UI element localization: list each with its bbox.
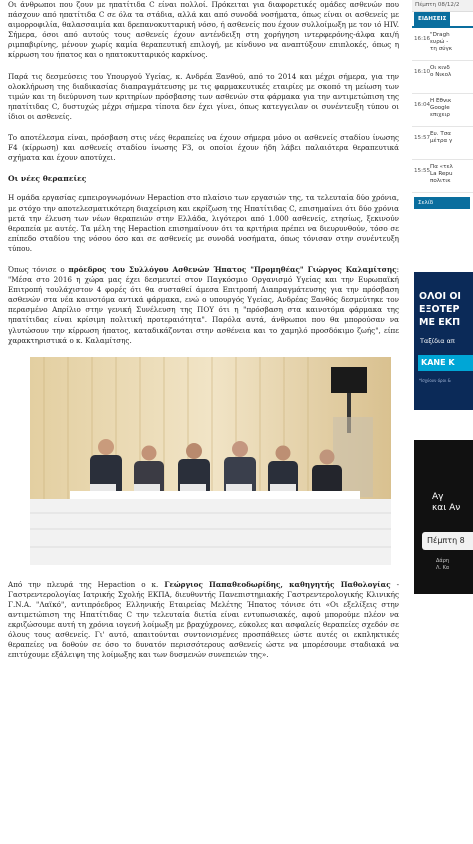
speaker-name: πρόεδρος του Συλλόγου Ασθενών Ήπατος "Προμηθέας" Γιώργος Καλαμίτσης: [68, 264, 397, 274]
news-headline[interactable]: [428, 127, 473, 159]
tab-news[interactable]: ΕΙΔΗΣΕΙΣ: [414, 12, 450, 26]
ad-line: και Αν: [432, 503, 461, 513]
paragraph-minister: Παρά τις δεσμεύσεις του Υπουργού Υγείας, κ. Ανδρέα Ξανθού, από το 2014 και μέχρι σήμερα, για την ολοκλήρωση της διαδικασίας διαπραγμάτευσης με τις φαρμακευτικές εταιρίες με σκοπό τη μείωση των τιμών και τη διεύρυνση των κριτηρίων πρόσβασης των ασθενών στα φάρμακα για την αντιμετώπιση της ηπατίτιδας C, δυστυχώς μέχρι σήμερα τίποτα δεν έχει γίνει, όπως κατεγγειλαν οι συνέντευξη τύπου οι ίδιοι οι ασθενείς.: [8, 71, 399, 121]
lead-text: Από την πλευρά της Hepaction ο κ.: [8, 579, 165, 589]
sidebar-tabs: [412, 12, 473, 28]
section-heading: Οι νέες θεραπείες: [8, 174, 87, 184]
headline-line: τη σύγκ: [430, 46, 453, 52]
ad-subtitle: Ταξίδια απ: [420, 337, 455, 345]
ad-venue: [414, 550, 473, 572]
news-time: 16:16: [414, 36, 431, 42]
lead-text: Όπως τόνισε ο: [8, 264, 69, 274]
travel-ad-banner[interactable]: [414, 272, 473, 410]
ad-line: Αγ: [432, 492, 444, 502]
headline-line: Πα «τελ: [430, 164, 453, 170]
news-item[interactable]: [412, 94, 473, 127]
sidebar-date: Πέμπτη 08/12/2: [412, 0, 473, 12]
ad-line: Λ. Κα: [436, 565, 450, 571]
news-time: 16:04: [414, 102, 431, 108]
paragraph-kalamitsis: [8, 265, 399, 346]
headline-line: Οι κινδ: [430, 65, 450, 71]
headline-line: La Repu: [430, 171, 453, 177]
headline-line: Ευ. Τσα: [430, 131, 451, 137]
ad-line: Δάρη: [436, 558, 450, 564]
event-ad-banner[interactable]: [414, 440, 473, 594]
headline-line: ο Νικολ: [430, 72, 452, 78]
headline-line: "Dragh: [430, 32, 450, 38]
ad-line: ΕΞΟΤΕΡ: [419, 304, 460, 315]
news-item[interactable]: [412, 127, 473, 160]
news-headline[interactable]: [428, 28, 473, 60]
paragraph-papatheodoridis: [8, 580, 399, 661]
ad-headline: [414, 272, 473, 329]
news-time: 16:10: [414, 69, 431, 75]
quote-text: - Γαστρεντερολογίας Ιατρικής Σχολής ΕΚΠΑ, διευθυντής Πανεπιστημιακής Γαστρεντερολογικής Κλινικής Γ.Ν.Α. "Λαϊκό", αντιπρόεδρος Ελληνικής Εταιρείας Μελέτης Ήπατος τόνισε ότι «Οι εξελίξεις στην αντιμετώπιση της Ηπατίτιδας C την τελευταία διετία είναι εντυπωσιακές, αφού μπορούμε πλέον να εκριζώσουμε αυτή τη χρόνια ιογενή λοίμωξη με βραχύχρονες, εύκολες και ασφαλείς θεραπείες σχεδόν σε όλους τους ασθενείς. Γι' αυτό, απαιτούνται συντονισμένες προσπάθειες ώστε αυτές οι εκπληκτικές θεραπείες να δοθούν σε όσο το δυνατόν περισσότερους ασθενείς ώστε να μπορέσουμε σταδιακά να επιτύχουμε εξάλειψη της λοίμωξης και των δυσμενών συνεπειών της».: [8, 579, 400, 660]
news-item[interactable]: [412, 160, 473, 193]
headline-line: επιχειρ: [430, 112, 450, 118]
ad-cta-button[interactable]: ΚΑΝΕ Κ: [418, 355, 473, 371]
news-headline[interactable]: [428, 61, 473, 93]
ad-headline: [414, 440, 473, 514]
paragraph-hepaction: Η ομάδα εργασίας εμπειρογνωμόνων Hepaction στο πλαίσιο των εργασιών της, τα τελευταία δύο χρόνια, με στόχο την αποτελεσματικότερη διαχείριση και εκρίζωση της Ηπατίτιδας C, επισημαίνει ότι δύο χρόνια μετά την έλευση των νέων θεραπειών στην Ελλάδα, λιγότεροι από 1.000 ασθενείς, ετησίως, ξεκινούν θεραπεία με αυτές. Τα μέλη της Hepaction επισημαίνουν ότι τα κριτήρια πρέπει να διευρυνθούν, τόσο σε επίπεδο σταδίου της νόσου όσο και σε ασθενείς με συνοδά νοσήματα, όπως τόνισαν στην συνέντευξη τύπου.: [8, 193, 399, 253]
news-time: 15:55: [414, 168, 431, 174]
headline-line: πολιτικ: [430, 178, 451, 184]
ad-disclaimer: *Ισχύουν όροι &: [419, 378, 451, 383]
headline-line: Η Εθνικ: [430, 98, 452, 104]
ad-line: ΜΕ ΕΚΠ: [419, 317, 461, 328]
headline-line: ευρώ -: [430, 39, 449, 45]
quote-text: : "Μέσα στο 2016 η χώρα μας έχει δεσμευτεί στον Παγκόσμιο Οργανισμό Υγείας και την Ευρωπαϊκή Επιτροπή τουλάχιστον 4 φορές ότι θα συσταθεί άμεσα Επιτροπή Διαπραγμάτευσης για την πρόσβαση ασθενών στα νέα καινοτόμα αντικά φάρμακα, ενώ ο υπουργός Υγείας, Ανδρέας Ξανθός δεσμεύτηκε τον περασμένο Απρίλιο στην γενική Συνέλευση της ΠΟΥ ότι η "πρόσβαση στα καινοτόμα φάρμακα της ηπατίτιδας είναι κρίσιμη πολιτική προτεραιότητα". Παρόλα αυτά, άνθρωποι που θα μπορούσαν να γλυτώσουν την κίρρωση ήπατος, καταδικάζονται στην ασθένεια και το χαμηλό προσδόκιμο ζωής", είπε χαρακτηριστικά ο κ. Καλαμίτσης.: [8, 264, 399, 345]
more-news-button[interactable]: Σελίδ: [414, 197, 470, 209]
headline-line: μέτρα γ: [430, 138, 453, 144]
headline-line: Google: [430, 105, 450, 111]
ad-date-pill: Πέμπτη 8: [422, 532, 473, 550]
sidebar: [412, 0, 473, 844]
photo-illustration: [30, 357, 391, 565]
paragraph-result: Το αποτέλεσμα είναι, πρόσβαση στις νέες θεραπείες να έχουν σήμερα μόνο οι ασθενείς σταδίου ίνωσης F4 (κίρρωση) και ασθενείς σταδίου ίνωσης F3, οι οποίοι έχουν ήδη λάβει παλαιότερα θεραπευτικά σχήματα και έχουν αποτύχει.: [8, 133, 399, 163]
news-headline[interactable]: [428, 160, 473, 192]
news-item[interactable]: [412, 28, 473, 61]
press-conference-photo: [30, 357, 391, 565]
news-headline[interactable]: [428, 94, 473, 126]
paragraph-intro: Οι άνθρωποι που ζουν με ηπατίτιδα C είναι πολλοί. Πρόκειται για διαφορετικές ομάδες ασθενών που πάσχουν από ηπατίτιδα C σε όλα τα στάδια, αλλά και από συνοδά νοσήματα, όπως είναι οι ασθενείς με αιμορροφιλία, θαλασσαιμία και δρεπανοκυτταρική νόσο, ή ασθενείς που έχουν συλλοίμωξη με τον ιό HIV. Σήμερα, όσοι από αυτούς τους ασθενείς έχουν αντένδειξη στη χορήγηση ιντερφερόνης-άλφα και/ή ριμπαβιρίνης, μένουν χωρίς καμία θεραπευτική επιλογή, με κίνδυνο να αναπτύξουν επιπλοκές, όπως η κίρρωση του ήπατος και ο ηπατοκυτταρικός καρκίνος.: [8, 0, 399, 60]
ad-line: ΟΛΟΙ ΟΙ: [419, 291, 461, 302]
news-time: 15:57: [414, 135, 431, 141]
speaker-name: Γεώργιος Παπαθεοδωρίδης, καθηγητής Παθολογίας: [164, 579, 391, 589]
news-item[interactable]: [412, 61, 473, 94]
